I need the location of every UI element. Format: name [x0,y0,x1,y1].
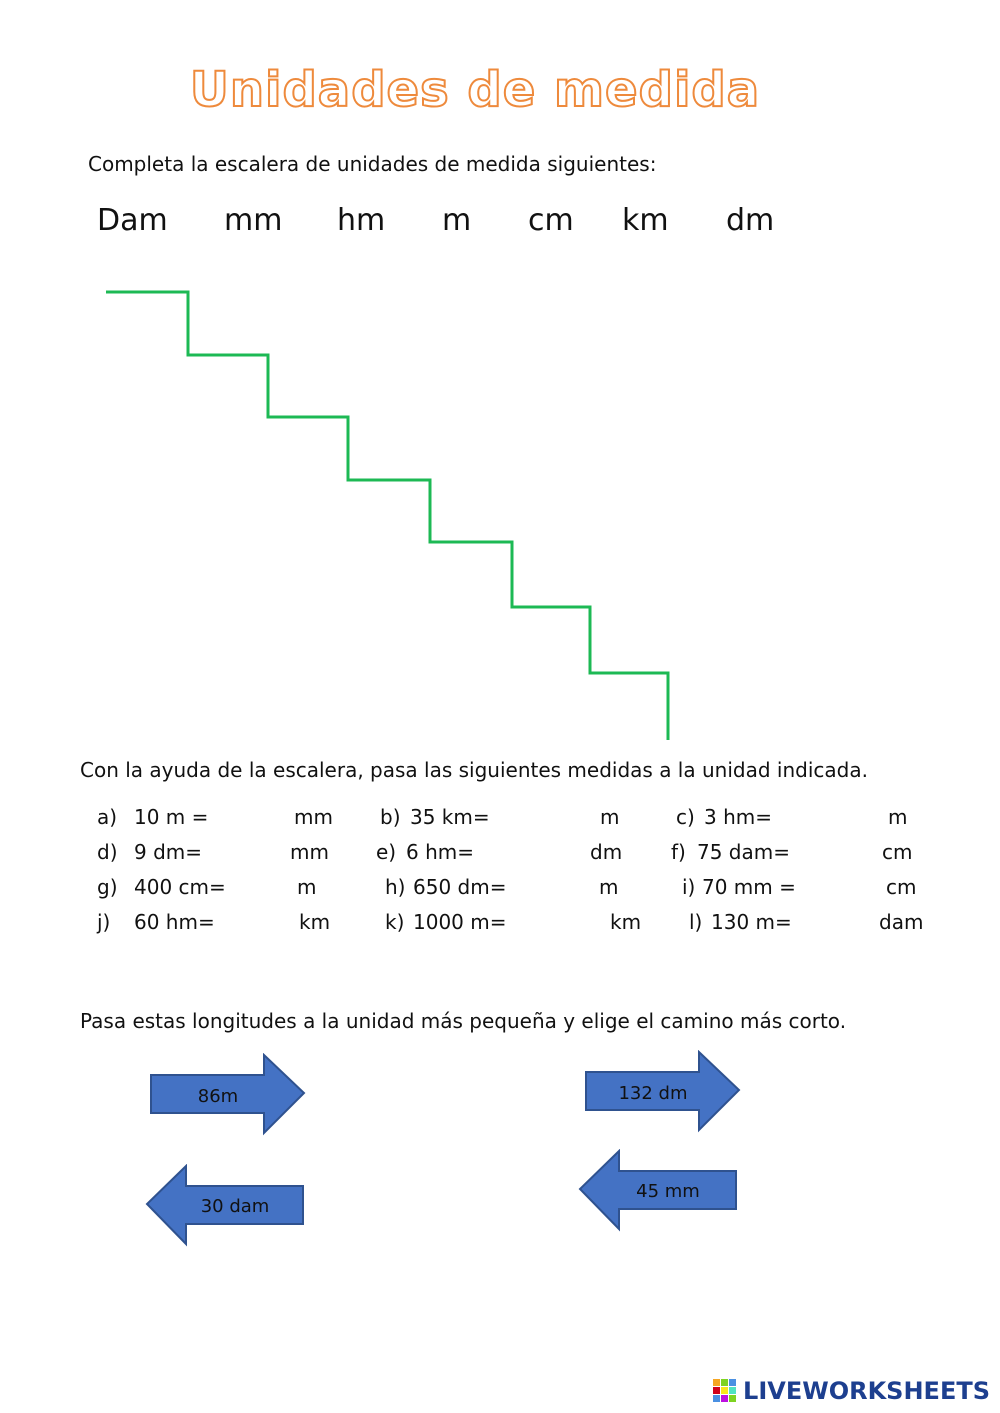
exercise-letter: g) [97,875,118,899]
exercise-expression: 6 hm= [406,840,474,864]
exercise-unit: dm [590,840,623,864]
exercise-expression: 10 m = [134,805,209,829]
exercise-expression: 9 dm= [134,840,203,864]
answer-input[interactable] [476,846,586,868]
exercise-expression: 70 mm = [702,875,796,899]
staircase-line [106,292,668,740]
exercise-k [385,910,642,934]
unit-label: km [622,203,669,238]
answer-input[interactable] [776,811,881,833]
exercise-letter: f) [671,840,686,864]
arrow-label: 132 dm [618,1083,688,1104]
answer-input[interactable] [793,846,878,868]
paths-instruction: Pasa estas longitudes a la unidad más pequeña y elige el camino más corto. [80,1009,847,1033]
unit-label: Dam [97,203,168,238]
exercise-d [97,840,329,864]
arrow-label: 30 dam [200,1196,270,1217]
unit-label: mm [224,203,283,238]
exercise-i [682,875,917,899]
answer-input[interactable] [507,916,607,938]
unit-label: hm [337,203,386,238]
exercise-expression: 35 km= [410,805,490,829]
unit-label: cm [528,203,574,238]
exercise-expression: 650 dm= [413,875,507,899]
exercise-unit: mm [294,805,333,829]
stair-answer-slot[interactable] [350,440,428,476]
exercise-letter: i) [682,875,696,899]
exercise-g [97,875,317,899]
liveworksheets-logo-icon [713,1379,739,1403]
exercise-b [380,805,620,829]
answer-input[interactable] [212,811,292,833]
exercise-unit: km [299,910,331,934]
convert-instruction: Con la ayuda de la escalera, pasa las siguientes medidas a la unidad indicada. [80,758,868,782]
answer-input[interactable] [511,881,597,903]
exercise-expression: 400 cm= [134,875,226,899]
exercise-unit: m [888,805,908,829]
exercise-letter: j) [97,910,111,934]
exercise-f [671,840,913,864]
stair-answer-slot[interactable] [592,633,666,669]
answer-input[interactable] [492,811,597,833]
exercise-expression: 1000 m= [413,910,507,934]
exercise-c [676,805,908,829]
exercise-h [385,875,619,899]
exercise-expression: 130 m= [711,910,792,934]
exercise-unit: cm [882,840,913,864]
exercise-letter: c) [676,805,695,829]
exercise-j [97,910,331,934]
stair-answer-slot[interactable] [270,377,346,413]
exercise-unit: m [600,805,620,829]
stairs-instruction: Completa la escalera de unidades de medida siguientes: [88,152,657,176]
page-title: Unidades de medida [189,62,761,118]
stair-answer-slot[interactable] [190,315,266,351]
exercise-unit: m [297,875,317,899]
stair-answer-slot[interactable] [514,567,588,603]
unit-label: dm [726,203,775,238]
exercise-unit: m [599,875,619,899]
arrow-label: 86m [197,1086,239,1107]
exercise-e [376,840,623,864]
exercise-letter: l) [689,910,703,934]
answer-input[interactable] [207,846,287,868]
exercise-l [689,910,924,934]
exercise-unit: km [610,910,642,934]
unit-label: m [442,203,472,238]
brand-text: LIVEWORKSHEETS [743,1377,990,1405]
exercise-unit: dam [879,910,924,934]
exercise-letter: e) [376,840,397,864]
exercise-letter: b) [380,805,401,829]
answer-input[interactable] [797,881,882,903]
exercise-letter: k) [385,910,405,934]
arrow-label: 45 mm [636,1181,700,1202]
answer-input[interactable] [227,881,295,903]
exercise-letter: d) [97,840,118,864]
exercise-unit: cm [886,875,917,899]
stair-answer-slot[interactable] [432,502,510,538]
exercise-letter: a) [97,805,118,829]
stair-answer-slot[interactable] [108,252,186,288]
answer-input[interactable] [794,916,876,938]
exercise-letter: h) [385,875,406,899]
exercise-expression: 75 dam= [697,840,790,864]
exercise-expression: 60 hm= [134,910,215,934]
liveworksheets-brand [743,1377,990,1403]
exercise-unit: mm [290,840,329,864]
answer-input[interactable] [217,916,297,938]
exercise-a [97,805,333,829]
exercise-expression: 3 hm= [704,805,772,829]
